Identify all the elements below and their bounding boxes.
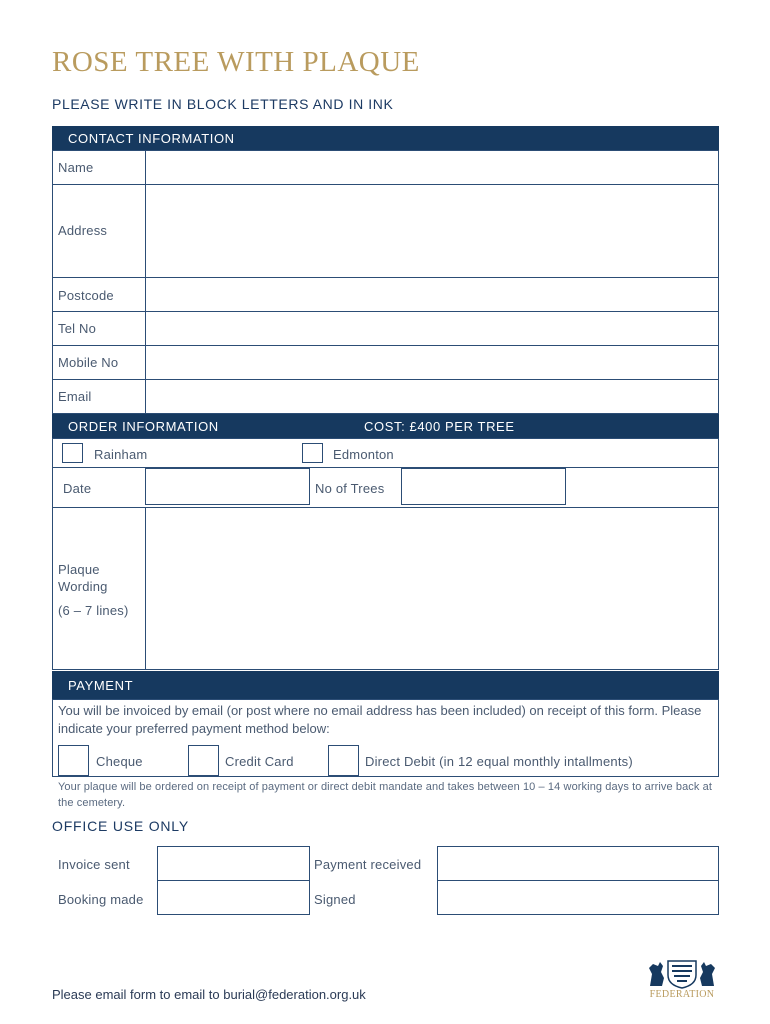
signed-field[interactable] — [437, 880, 719, 915]
email-field[interactable] — [146, 380, 718, 413]
booking-made-field[interactable] — [157, 880, 310, 915]
invoice-sent-label: Invoice sent — [58, 857, 130, 872]
email-label: Email — [58, 389, 92, 404]
address-label: Address — [58, 223, 108, 238]
mobile-field[interactable] — [146, 346, 718, 379]
order-header-label: ORDER INFORMATION — [68, 419, 219, 434]
contact-section-header — [52, 126, 719, 151]
footer-contact-text: Please email form to email to burial@federation.org.uk — [52, 987, 366, 1002]
name-label: Name — [58, 160, 94, 175]
plaque-label-line-3: (6 – 7 lines) — [58, 603, 129, 618]
direct-debit-checkbox[interactable] — [328, 745, 359, 776]
payment-header-label: PAYMENT — [68, 678, 134, 693]
rainham-checkbox[interactable] — [62, 443, 83, 463]
cheque-checkbox[interactable] — [58, 745, 89, 776]
payment-description: You will be invoiced by email (or post where no email address has been included) on receipt of this form. Please indicate your preferred payment method below: — [58, 703, 702, 736]
instruction-text: PLEASE WRITE IN BLOCK LETTERS AND IN INK — [52, 96, 394, 112]
date-field[interactable] — [145, 468, 310, 505]
cost-label: COST: £400 PER TREE — [364, 419, 515, 434]
trees-field[interactable] — [401, 468, 566, 505]
trees-label: No of Trees — [315, 481, 385, 496]
tel-field[interactable] — [146, 312, 718, 345]
federation-crest-icon — [646, 956, 718, 990]
payment-received-label: Payment received — [314, 857, 422, 872]
plaque-wording-field[interactable] — [146, 508, 718, 669]
payment-received-field[interactable] — [437, 846, 719, 881]
plaque-label-line-2: Wording — [58, 579, 108, 594]
office-use-title: OFFICE USE ONLY — [52, 818, 189, 834]
federation-logo-text: FEDERATION — [649, 989, 715, 1000]
rainham-label: Rainham — [94, 447, 148, 462]
signed-label: Signed — [314, 892, 356, 907]
credit-card-checkbox[interactable] — [188, 745, 219, 776]
name-field[interactable] — [146, 151, 718, 184]
edmonton-checkbox[interactable] — [302, 443, 323, 463]
page-title: ROSE TREE WITH PLAQUE — [52, 46, 420, 78]
tel-label: Tel No — [58, 321, 97, 336]
payment-section-header — [52, 671, 719, 700]
credit-card-label: Credit Card — [225, 754, 294, 769]
address-field[interactable] — [146, 185, 718, 277]
postcode-field[interactable] — [146, 278, 718, 311]
mobile-label: Mobile No — [58, 355, 119, 370]
direct-debit-label: Direct Debit (in 12 equal monthly intallments) — [365, 754, 633, 769]
date-label: Date — [63, 481, 92, 496]
federation-logo — [646, 956, 718, 1000]
booking-made-label: Booking made — [58, 892, 144, 907]
invoice-sent-field[interactable] — [157, 846, 310, 881]
payment-note: Your plaque will be ordered on receipt of payment or direct debit mandate and takes between 10 – 14 working days to arrive back at the cemetery. — [58, 781, 713, 809]
contact-header-label: CONTACT INFORMATION — [68, 131, 235, 146]
plaque-label-line-1: Plaque — [58, 562, 100, 577]
edmonton-label: Edmonton — [333, 447, 394, 462]
cheque-label: Cheque — [96, 754, 143, 769]
postcode-label: Postcode — [58, 288, 114, 303]
